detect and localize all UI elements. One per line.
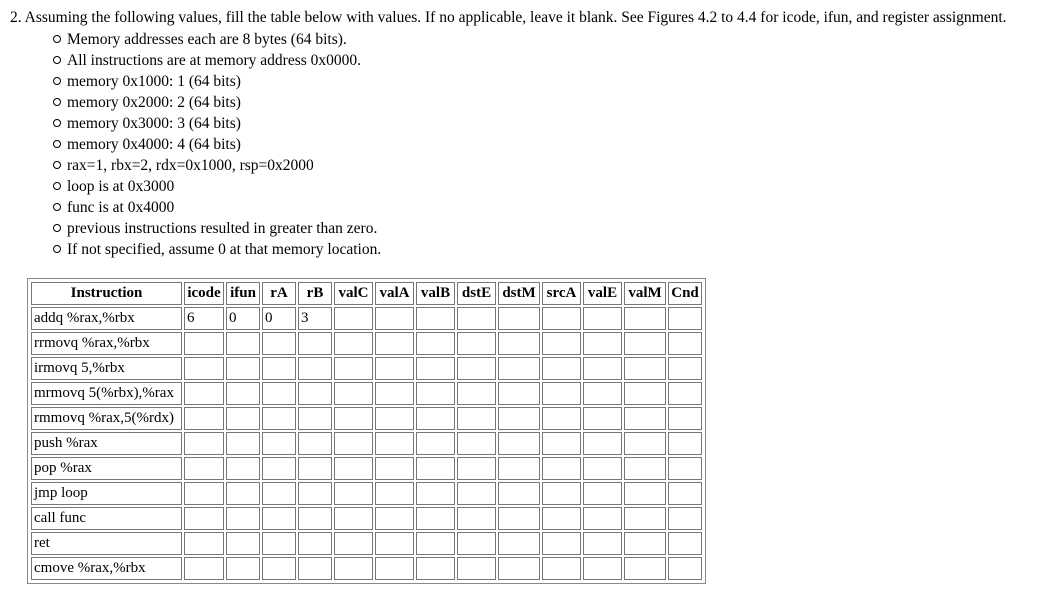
answer-cell-vala[interactable]: [375, 557, 414, 580]
answer-cell-ra[interactable]: [262, 482, 296, 505]
header-rb: rB: [298, 282, 332, 305]
answer-cell-ra[interactable]: [262, 532, 296, 555]
answer-cell-dstm[interactable]: [498, 532, 540, 555]
answer-cell-valm[interactable]: [624, 532, 666, 555]
assumption-item: loop is at 0x3000: [67, 177, 381, 198]
answer-cell-dstm[interactable]: [498, 307, 540, 330]
answer-cell-dstm[interactable]: [498, 482, 540, 505]
header-vale: valE: [583, 282, 622, 305]
answer-cell-vale[interactable]: [583, 482, 622, 505]
answer-cell-ifun[interactable]: [226, 382, 260, 405]
answer-cell-icode[interactable]: [184, 432, 224, 455]
answer-cell-rb[interactable]: [298, 407, 332, 430]
answer-cell-vale[interactable]: [583, 332, 622, 355]
answer-cell-rb[interactable]: [298, 357, 332, 380]
answer-cell-rb[interactable]: [298, 532, 332, 555]
assumption-item: Memory addresses each are 8 bytes (64 bits).: [67, 30, 381, 51]
answer-cell-vale[interactable]: [583, 457, 622, 480]
instruction-cell: mrmovq 5(%rbx),%rax: [31, 382, 182, 405]
table-row: [31, 332, 702, 355]
answer-cell-ra[interactable]: [262, 507, 296, 530]
answer-cell-vale[interactable]: [583, 507, 622, 530]
answer-cell-valc[interactable]: [334, 307, 373, 330]
answer-cell-valm[interactable]: [624, 507, 666, 530]
assumption-item: If not specified, assume 0 at that memory location.: [67, 240, 381, 261]
answer-cell-ra[interactable]: [262, 557, 296, 580]
instruction-cell: cmove %rax,%rbx: [31, 557, 182, 580]
header-dstm: dstM: [498, 282, 540, 305]
answer-cell-valm[interactable]: [624, 307, 666, 330]
assumption-item: rax=1, rbx=2, rdx=0x1000, rsp=0x2000: [67, 156, 381, 177]
answer-cell-icode[interactable]: [184, 482, 224, 505]
table-body: [31, 307, 702, 580]
answer-cell-dste[interactable]: [457, 557, 496, 580]
answer-cell-valm[interactable]: [624, 482, 666, 505]
answer-cell-srca[interactable]: [542, 557, 581, 580]
answer-cell-vale[interactable]: [583, 432, 622, 455]
answer-cell-dstm[interactable]: [498, 357, 540, 380]
answer-cell-ifun[interactable]: 0: [226, 307, 260, 330]
answer-cell-rb[interactable]: [298, 482, 332, 505]
assumption-item: previous instructions resulted in greater than zero.: [67, 219, 381, 240]
header-ra: rA: [262, 282, 296, 305]
answer-cell-dstm[interactable]: [498, 332, 540, 355]
answer-cell-dstm[interactable]: [498, 432, 540, 455]
answer-table-frame: [27, 278, 706, 584]
table-row: [31, 457, 702, 480]
answer-cell-srca[interactable]: [542, 532, 581, 555]
answer-cell-icode[interactable]: [184, 357, 224, 380]
table-header-row: [31, 282, 702, 305]
answer-cell-vala[interactable]: [375, 432, 414, 455]
answer-cell-dstm[interactable]: [498, 507, 540, 530]
answer-cell-cnd[interactable]: [668, 532, 702, 555]
instruction-cell: addq %rax,%rbx: [31, 307, 182, 330]
answer-cell-cnd[interactable]: [668, 457, 702, 480]
answer-cell-dste[interactable]: [457, 507, 496, 530]
answer-cell-srca[interactable]: [542, 382, 581, 405]
table-row: [31, 507, 702, 530]
header-valb: valB: [416, 282, 455, 305]
answer-cell-dste[interactable]: [457, 307, 496, 330]
answer-cell-cnd[interactable]: [668, 507, 702, 530]
answer-cell-valc[interactable]: [334, 407, 373, 430]
answer-cell-cnd[interactable]: [668, 407, 702, 430]
answer-cell-valc[interactable]: [334, 507, 373, 530]
answer-cell-srca[interactable]: [542, 407, 581, 430]
answer-cell-vala[interactable]: [375, 457, 414, 480]
answer-cell-rb[interactable]: [298, 557, 332, 580]
answer-cell-icode[interactable]: [184, 332, 224, 355]
answer-cell-ifun[interactable]: [226, 332, 260, 355]
table-row: [31, 307, 702, 330]
answer-cell-dste[interactable]: [457, 407, 496, 430]
answer-cell-cnd[interactable]: [668, 557, 702, 580]
header-valc: valC: [334, 282, 373, 305]
answer-table: [29, 280, 704, 582]
instruction-cell: rrmovq %rax,%rbx: [31, 332, 182, 355]
instruction-cell: push %rax: [31, 432, 182, 455]
answer-cell-dste[interactable]: [457, 432, 496, 455]
answer-cell-valc[interactable]: [334, 382, 373, 405]
answer-cell-cnd[interactable]: [668, 307, 702, 330]
answer-cell-vala[interactable]: [375, 307, 414, 330]
instruction-cell: jmp loop: [31, 482, 182, 505]
answer-cell-icode[interactable]: [184, 407, 224, 430]
answer-cell-ra[interactable]: [262, 457, 296, 480]
answer-cell-rb[interactable]: [298, 507, 332, 530]
table-row: [31, 357, 702, 380]
instruction-cell: call func: [31, 507, 182, 530]
answer-cell-valm[interactable]: [624, 357, 666, 380]
answer-cell-srca[interactable]: [542, 507, 581, 530]
header-instruction: Instruction: [31, 282, 182, 305]
answer-cell-valb[interactable]: [416, 557, 455, 580]
answer-cell-dstm[interactable]: [498, 382, 540, 405]
answer-cell-valb[interactable]: [416, 432, 455, 455]
table-row: [31, 407, 702, 430]
answer-cell-valc[interactable]: [334, 557, 373, 580]
answer-cell-ra[interactable]: [262, 357, 296, 380]
assumptions-list: [67, 30, 381, 261]
answer-cell-srca[interactable]: [542, 457, 581, 480]
answer-cell-srca[interactable]: [542, 357, 581, 380]
answer-cell-valb[interactable]: [416, 507, 455, 530]
answer-cell-ifun[interactable]: [226, 407, 260, 430]
answer-cell-dste[interactable]: [457, 482, 496, 505]
answer-cell-ifun[interactable]: [226, 432, 260, 455]
answer-cell-valm[interactable]: [624, 557, 666, 580]
answer-cell-ra[interactable]: [262, 332, 296, 355]
answer-cell-ra[interactable]: [262, 407, 296, 430]
answer-cell-icode[interactable]: [184, 532, 224, 555]
answer-cell-rb[interactable]: [298, 432, 332, 455]
answer-cell-valb[interactable]: [416, 457, 455, 480]
answer-cell-ifun[interactable]: [226, 507, 260, 530]
answer-cell-vale[interactable]: [583, 382, 622, 405]
header-dste: dstE: [457, 282, 496, 305]
answer-cell-valc[interactable]: [334, 332, 373, 355]
answer-cell-dstm[interactable]: [498, 407, 540, 430]
answer-cell-valb[interactable]: [416, 357, 455, 380]
answer-cell-srca[interactable]: [542, 307, 581, 330]
header-valm: valM: [624, 282, 666, 305]
answer-cell-dstm[interactable]: [498, 557, 540, 580]
answer-cell-icode[interactable]: [184, 382, 224, 405]
instruction-cell: irmovq 5,%rbx: [31, 357, 182, 380]
answer-cell-vale[interactable]: [583, 307, 622, 330]
table-row: [31, 557, 702, 580]
answer-cell-valm[interactable]: [624, 332, 666, 355]
answer-cell-ra[interactable]: [262, 432, 296, 455]
instruction-cell: rmmovq %rax,5(%rdx): [31, 407, 182, 430]
assumption-item: memory 0x1000: 1 (64 bits): [67, 72, 381, 93]
answer-cell-ifun[interactable]: [226, 532, 260, 555]
question-text: 2. Assuming the following values, fill the table below with values. If no applicable, leave it blank. See Figures 4.2 to 4.4 for icode, ifun, and register assignment.: [10, 9, 1007, 26]
assumption-item: func is at 0x4000: [67, 198, 381, 219]
instruction-cell: ret: [31, 532, 182, 555]
table-row: [31, 432, 702, 455]
assumption-item: All instructions are at memory address 0x0000.: [67, 51, 381, 72]
answer-cell-valc[interactable]: [334, 432, 373, 455]
answer-cell-vala[interactable]: [375, 482, 414, 505]
answer-cell-ifun[interactable]: [226, 482, 260, 505]
answer-cell-srca[interactable]: [542, 432, 581, 455]
answer-cell-dste[interactable]: [457, 382, 496, 405]
answer-cell-vala[interactable]: [375, 382, 414, 405]
answer-cell-srca[interactable]: [542, 482, 581, 505]
header-icode: icode: [184, 282, 224, 305]
answer-cell-vale[interactable]: [583, 532, 622, 555]
answer-cell-valb[interactable]: [416, 407, 455, 430]
answer-cell-ifun[interactable]: [226, 357, 260, 380]
answer-cell-valb[interactable]: [416, 307, 455, 330]
assumption-item: memory 0x4000: 4 (64 bits): [67, 135, 381, 156]
answer-cell-rb[interactable]: [298, 332, 332, 355]
answer-cell-ra[interactable]: 0: [262, 307, 296, 330]
header-srca: srcA: [542, 282, 581, 305]
answer-cell-ifun[interactable]: [226, 457, 260, 480]
assumption-item: memory 0x2000: 2 (64 bits): [67, 93, 381, 114]
answer-cell-srca[interactable]: [542, 332, 581, 355]
header-ifun: ifun: [226, 282, 260, 305]
answer-cell-vala[interactable]: [375, 532, 414, 555]
answer-cell-dste[interactable]: [457, 332, 496, 355]
answer-cell-valb[interactable]: [416, 532, 455, 555]
answer-cell-dste[interactable]: [457, 532, 496, 555]
instruction-cell: pop %rax: [31, 457, 182, 480]
answer-cell-valc[interactable]: [334, 357, 373, 380]
answer-cell-valb[interactable]: [416, 382, 455, 405]
answer-cell-icode[interactable]: [184, 457, 224, 480]
answer-cell-vala[interactable]: [375, 357, 414, 380]
answer-cell-cnd[interactable]: [668, 432, 702, 455]
answer-cell-valc[interactable]: [334, 532, 373, 555]
answer-cell-dste[interactable]: [457, 357, 496, 380]
answer-cell-valc[interactable]: [334, 482, 373, 505]
table-row: [31, 382, 702, 405]
answer-cell-vale[interactable]: [583, 357, 622, 380]
answer-cell-valm[interactable]: [624, 382, 666, 405]
answer-cell-cnd[interactable]: [668, 382, 702, 405]
header-cnd: Cnd: [668, 282, 702, 305]
answer-cell-valb[interactable]: [416, 332, 455, 355]
answer-cell-vale[interactable]: [583, 407, 622, 430]
table-row: [31, 482, 702, 505]
table-row: [31, 532, 702, 555]
answer-cell-dstm[interactable]: [498, 457, 540, 480]
answer-cell-cnd[interactable]: [668, 482, 702, 505]
answer-cell-icode[interactable]: [184, 507, 224, 530]
answer-cell-vala[interactable]: [375, 332, 414, 355]
answer-cell-valm[interactable]: [624, 432, 666, 455]
answer-cell-vala[interactable]: [375, 407, 414, 430]
answer-cell-vale[interactable]: [583, 557, 622, 580]
answer-cell-vala[interactable]: [375, 507, 414, 530]
answer-cell-valb[interactable]: [416, 482, 455, 505]
answer-cell-ifun[interactable]: [226, 557, 260, 580]
assumption-item: memory 0x3000: 3 (64 bits): [67, 114, 381, 135]
answer-cell-rb[interactable]: [298, 382, 332, 405]
answer-cell-rb[interactable]: 3: [298, 307, 332, 330]
header-vala: valA: [375, 282, 414, 305]
answer-cell-valm[interactable]: [624, 407, 666, 430]
answer-cell-dste[interactable]: [457, 457, 496, 480]
answer-cell-valm[interactable]: [624, 457, 666, 480]
answer-cell-cnd[interactable]: [668, 332, 702, 355]
answer-cell-ra[interactable]: [262, 382, 296, 405]
answer-cell-rb[interactable]: [298, 457, 332, 480]
answer-cell-icode[interactable]: [184, 557, 224, 580]
answer-cell-cnd[interactable]: [668, 357, 702, 380]
answer-cell-icode[interactable]: 6: [184, 307, 224, 330]
answer-cell-valc[interactable]: [334, 457, 373, 480]
